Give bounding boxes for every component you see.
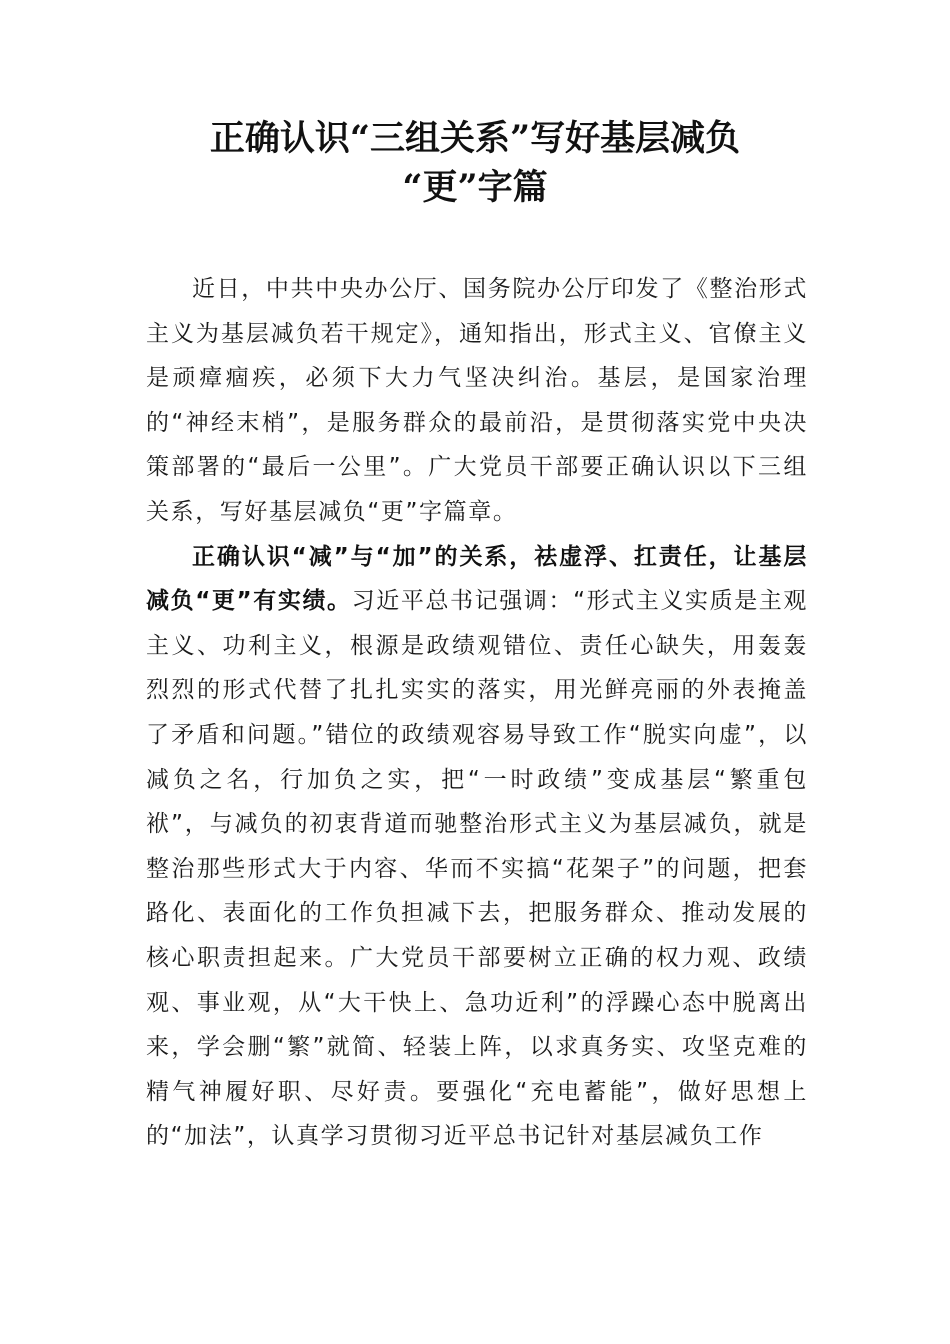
document-title-line-1: 正确认识“三组关系”写好基层减负 [209,118,741,159]
paragraph-body-text: 习近平总书记强调：“形式主义实质是主观主义、功利主义，根源是政绩观错位、责任心缺失，用轰轰烈烈的形式代替了扎扎实实的落实，用光鲜亮丽的外表掩盖了矛盾和问题。”错位的政绩观容易导致工作“脱实向虚”，以减负之名，行加负之实，把“一时政绩”变成基层“繁重包袱”，与减负的初衷背道而驰整治形式主义为基层减负，就是整治那些形式大于内容、华而不实搞“花架子”的问题，把套路化、表面化的工作负担减下去，把服务群众、推动发展的核心职责担起来。广大党员干部要树立正确的权力观、政绩观、事业观，从“大干快上、急功近利”的浮躁心态中脱离出来，学会删“繁”就简、轻装上阵，以求真务实、攻坚克难的精气神履好职、尽好责。要强化“充电蓄能”，做好思想上的“加法”，认真学习贯彻习近平总书记针对基层减负工作 [146,588,808,1150]
document-title-line-2: “更”字篇 [402,167,548,208]
document-body [146,267,808,1159]
paragraph-intro: 近日，中共中央办公厅、国务院办公厅印发了《整治形式主义为基层减负若干规定》，通知指出，形式主义、官僚主义是顽瘴痼疾，必须下大力气坚决纠治。基层，是国家治理的“神经末梢”，是服务群众的最前沿，是贯彻落实党中央决策部署的“最后一公里”。广大党员干部要正确认识以下三组关系，写好基层减负“更”字篇章。 [146,276,808,525]
paragraph-lead-heading: 正确认识“减”与“加”的关系，祛虚浮、扛责任，让基层减负“更”有实绩。 [146,543,808,615]
paragraph-relation-1 [146,535,808,1159]
